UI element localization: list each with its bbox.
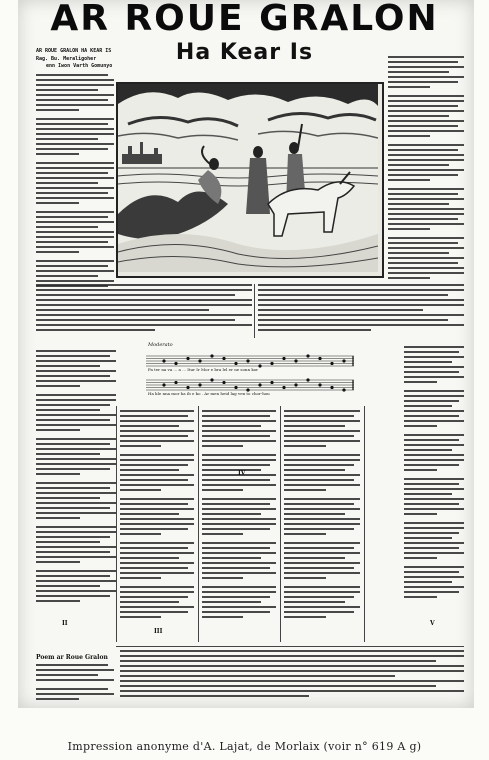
section-numeral-iii: III bbox=[154, 628, 163, 635]
text-block-bottom bbox=[120, 650, 464, 702]
lyric-line-2: Ha kle nna mor ha ib e ko . Ar men heid lag ven to chor-hou bbox=[148, 391, 270, 396]
engraving-illustration bbox=[116, 82, 384, 278]
caption: Impression anonyme d'A. Lajat, de Morlaix (voir n° 619 A g) bbox=[67, 740, 422, 753]
poem-title: Poem ar Roue Gralon bbox=[36, 654, 108, 661]
section-numeral-v: V bbox=[430, 620, 435, 627]
section-divider bbox=[116, 646, 464, 647]
column-divider bbox=[280, 406, 281, 642]
section-numeral-iv: IV bbox=[238, 470, 246, 477]
left-header-line1: AR ROUE GRALON HA KEAR IS bbox=[36, 48, 112, 54]
text-block-middle-left bbox=[36, 284, 252, 338]
sheet-music bbox=[146, 342, 354, 400]
text-column-right-upper bbox=[388, 56, 464, 288]
text-column-lower-4 bbox=[284, 410, 360, 642]
page-title: AR ROUE GRALON bbox=[50, 0, 439, 39]
text-column-lower-5 bbox=[404, 346, 464, 646]
column-divider bbox=[198, 406, 199, 642]
left-header-line2: Rag. Bu. Meraligoher bbox=[36, 56, 97, 62]
text-column-lower-3 bbox=[202, 410, 276, 642]
text-column-left-upper bbox=[36, 74, 114, 288]
poem-text bbox=[36, 664, 114, 704]
text-column-lower-1 bbox=[36, 350, 116, 646]
lyric-line-1: Pa ter na va ... a ... Itur Ir Mor e bra lel er ne sonn kor bbox=[148, 367, 259, 372]
engraving-scene-svg bbox=[118, 84, 378, 272]
text-column-lower-2 bbox=[120, 410, 194, 642]
column-divider bbox=[364, 406, 365, 642]
left-header-line3: enn Iwon Varth Gomunyo bbox=[46, 63, 113, 69]
column-divider bbox=[116, 406, 117, 642]
page-subtitle: Ha Kear Is bbox=[175, 40, 314, 65]
text-block-middle-right bbox=[258, 284, 464, 338]
section-numeral-ii: II bbox=[62, 620, 68, 627]
column-divider bbox=[254, 284, 255, 338]
tempo-label: Moderato bbox=[148, 342, 173, 348]
